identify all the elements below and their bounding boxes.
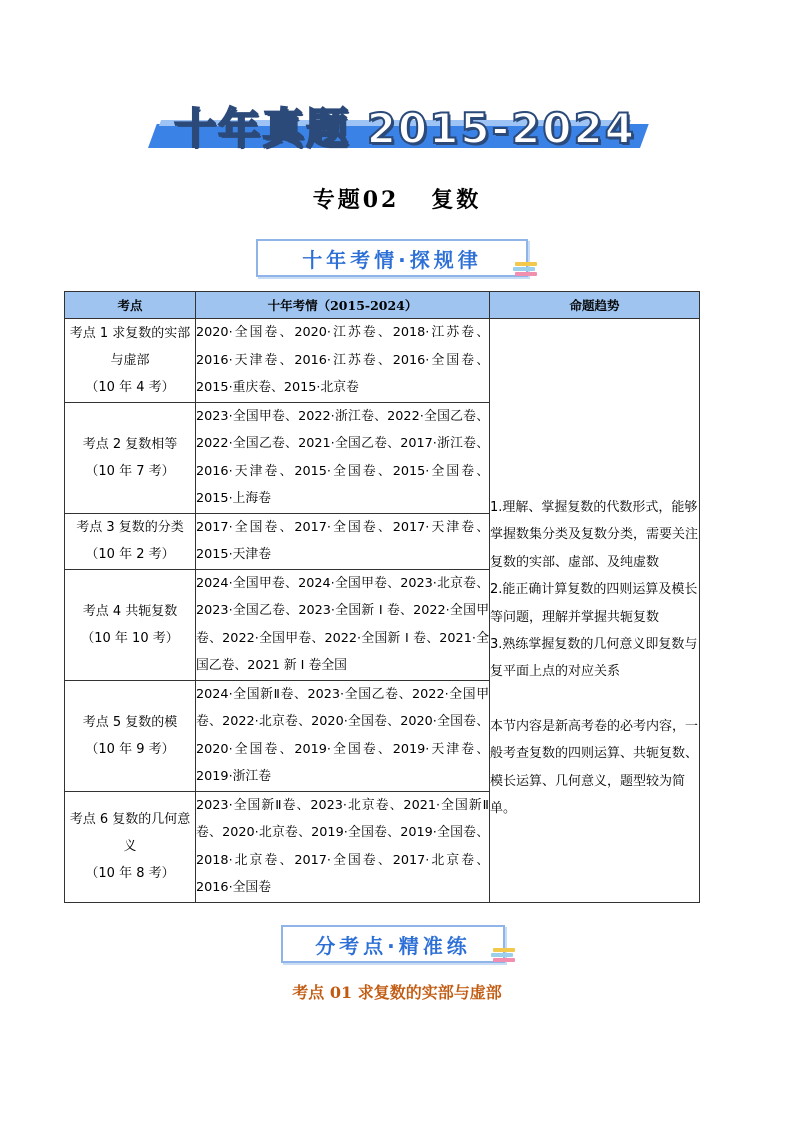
years-cell: 2024·全国新Ⅱ卷、2023·全国乙卷、2022·全国甲卷、2022·北京卷、2020·全国卷、2020·全国卷、2020·全国卷、2019·全国卷、2019·天津卷、2019·浙江卷 — [196, 680, 490, 791]
point-cell — [65, 319, 196, 403]
section-label-text: 分考点·精准练 — [315, 933, 471, 958]
point-name: 考点 1 求复数的实部与虚部 — [69, 325, 191, 368]
trend-summary: 本节内容是新高考卷的必考内容，一般考查复数的四则运算、共轭复数、模长运算、几何意义，题型较为简单。 — [490, 718, 699, 817]
table-header-row — [65, 292, 700, 319]
table-row — [65, 319, 700, 403]
point-count: （10 年 4 考） — [85, 379, 175, 395]
section-label-trends — [256, 239, 528, 277]
years-cell: 2017·全国卷、2017·全国卷、2017·天津卷、2015·天津卷 — [196, 513, 490, 569]
subsection-title: 考点 01 求复数的实部与虚部 — [292, 983, 502, 1002]
point-name: 考点 2 复数相等 — [82, 436, 178, 452]
exam-table — [64, 291, 700, 903]
years-cell: 2023·全国甲卷、2022·浙江卷、2022·全国乙卷、2022·全国乙卷、2021·全国乙卷、2017·浙江卷、2016·天津卷、2015·全国卷、2015·全国卷、2015·上海卷 — [196, 402, 490, 513]
banner-title: 十年真题 2015-2024 — [174, 104, 636, 153]
section-label-text: 十年考情·探规律 — [302, 247, 482, 272]
point-cell — [65, 791, 196, 902]
point-name: 考点 4 共轭复数 — [82, 603, 178, 619]
years-cell: 2023·全国新Ⅱ卷、2023·北京卷、2021·全国新Ⅱ卷、2020·北京卷、2019·全国卷、2019·全国卷、2018·北京卷、2017·全国卷、2017·北京卷、2016·全国卷 — [196, 791, 490, 902]
topic-title: 专题02 复数 — [312, 187, 482, 213]
trend-point-3: 3.熟练掌握复数的几何意义即复数与复平面上点的对应关系 — [490, 637, 698, 680]
point-count: （10 年 7 考） — [85, 463, 175, 479]
point-count: （10 年 10 考） — [81, 630, 179, 646]
trend-point-2: 2.能正确计算复数的四则运算及模长等问题，理解并掌握共轭复数 — [490, 582, 698, 625]
header-trend: 命题趋势 — [490, 292, 700, 319]
years-cell: 2024·全国甲卷、2024·全国甲卷、2023·北京卷、2023·全国乙卷、2023·全国新 I 卷、2022·全国甲卷、2022·全国甲卷、2022·全国新 I 卷、2021·全国乙卷、2021 新 I 卷全国 — [196, 569, 490, 680]
years-cell: 2020·全国卷、2020·江苏卷、2018·江苏卷、2016·天津卷、2016·江苏卷、2016·全国卷、2015·重庆卷、2015·北京卷 — [196, 319, 490, 403]
point-cell — [65, 513, 196, 569]
point-cell — [65, 569, 196, 680]
point-count: （10 年 8 考） — [85, 866, 175, 881]
point-name: 考点 3 复数的分类 — [76, 520, 184, 535]
point-name: 考点 6 复数的几何意义 — [69, 812, 191, 854]
point-cell — [65, 402, 196, 513]
point-cell — [65, 680, 196, 791]
point-count: （10 年 9 考） — [85, 741, 175, 757]
book-stack-icon — [491, 948, 515, 966]
point-name: 考点 5 复数的模 — [82, 714, 178, 730]
point-count: （10 年 2 考） — [85, 547, 175, 562]
header-point: 考点 — [65, 292, 196, 319]
title-banner — [148, 96, 648, 156]
trend-point-1: 1.理解、掌握复数的代数形式，能够掌握数集分类及复数分类，需要关注复数的实部、虚部、及纯虚数 — [490, 500, 699, 570]
section-label-practice — [281, 925, 505, 963]
trend-cell — [490, 319, 700, 903]
book-stack-icon — [513, 262, 537, 280]
header-years: 十年考情（2015-2024） — [196, 292, 490, 319]
